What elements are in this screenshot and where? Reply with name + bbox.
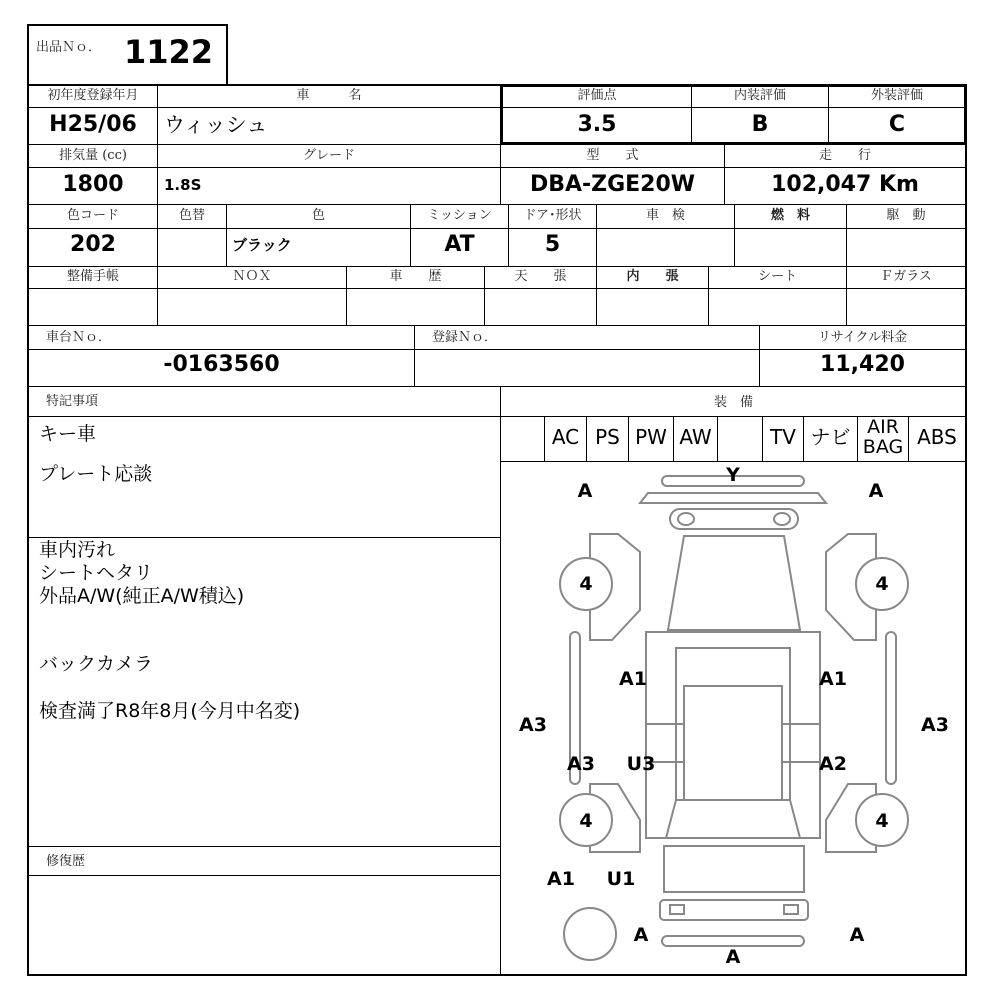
lot-label: 出品Ｎｏ． — [36, 40, 102, 55]
mark-rear-left: A — [633, 924, 649, 946]
value-mileage: 102,047 Km — [771, 172, 919, 197]
value-grade: 1.8S — [164, 176, 202, 194]
mark-front-right: A — [868, 480, 884, 502]
label-model: 型 式 — [586, 148, 639, 163]
value-mission: AT — [444, 232, 475, 257]
value-score: 3.5 — [577, 112, 617, 137]
mark-front-bumper: Y — [726, 464, 740, 486]
mark-wheel-fl: 4 — [579, 573, 593, 595]
equipment-item-pw: PW — [635, 425, 667, 449]
label-fuel: 燃 料 — [770, 208, 810, 223]
label-recycle-fee: リサイクル料金 — [817, 330, 908, 345]
mark-side-left: A3 — [519, 714, 547, 736]
mark-rear-bumper: A — [725, 946, 741, 968]
mark-door-rr: A2 — [819, 753, 847, 775]
label-mileage: 走 行 — [818, 148, 871, 163]
label-interior-trim: 内 張 — [626, 269, 679, 284]
label-score: 評価点 — [577, 88, 617, 103]
label-vehicle-history: 車 歴 — [389, 269, 442, 284]
equipment-item-ps: PS — [595, 425, 620, 449]
mark-wheel-rl: 4 — [579, 810, 593, 832]
label-chassis-no: 車台Ｎｏ． — [46, 330, 112, 345]
label-inspection: 車 検 — [645, 208, 685, 223]
note-line: 車内汚れ — [39, 539, 116, 561]
mark-door-rl-outer: A3 — [567, 753, 595, 775]
value-car-name: ウィッシュ — [164, 113, 268, 137]
note-line: キー車 — [39, 423, 97, 445]
note-line: バックカメラ — [39, 653, 154, 675]
value-displacement: 1800 — [62, 172, 124, 197]
value-color-code: 202 — [70, 232, 116, 257]
value-chassis-no: -0163560 — [163, 352, 280, 377]
lot-number: 1122 — [124, 33, 214, 71]
equipment-item-airbag-bottom: BAG — [862, 436, 904, 458]
label-mission: ミッション — [427, 208, 492, 223]
label-front-glass: Ｆガラス — [880, 269, 932, 284]
value-color: ブラック — [232, 236, 292, 254]
note-line: 外品A/W(純正A/W積込) — [39, 585, 245, 607]
mark-door-rl-inner: U3 — [626, 753, 656, 775]
label-drive: 駆 動 — [886, 208, 926, 223]
equipment-item-abs: ABS — [917, 425, 957, 449]
note-line: 検査満了R8年8月(今月中名変) — [39, 700, 301, 722]
label-seat: シート — [757, 269, 797, 284]
label-exterior-grade: 外装評価 — [870, 88, 923, 103]
label-interior-grade: 内装評価 — [733, 88, 786, 103]
equipment-item-navi: ナビ — [810, 425, 851, 449]
label-color-code: 色コード — [66, 208, 119, 223]
mark-rear-left-2: U1 — [606, 868, 636, 890]
label-roof-lining: 天 張 — [514, 269, 567, 284]
label-repaint: 色替 — [178, 208, 205, 223]
equipment-item-aw: AW — [679, 425, 712, 449]
value-exterior-grade: C — [888, 112, 906, 137]
note-line: シートヘタリ — [39, 562, 154, 584]
value-interior-grade: B — [751, 112, 769, 137]
mark-wheel-rr: 4 — [875, 810, 889, 832]
mark-front-left: A — [577, 480, 593, 502]
label-doors: ドア･形状 — [523, 208, 582, 223]
label-car-name: 車 名 — [296, 88, 362, 103]
mark-rear-left-1: A1 — [547, 868, 575, 890]
label-equipment: 装 備 — [713, 395, 753, 410]
label-grade: グレード — [302, 148, 355, 163]
label-displacement: 排気量 (cc) — [59, 148, 127, 163]
mark-door-fr: A1 — [819, 668, 847, 690]
value-doors: 5 — [544, 232, 561, 257]
mark-wheel-fr: 4 — [875, 573, 889, 595]
label-special-notes: 特記事項 — [46, 394, 99, 409]
label-repair-history: 修復歴 — [46, 854, 86, 869]
label-registration-no: 登録Ｎｏ． — [432, 330, 498, 345]
note-line: プレート応談 — [39, 463, 153, 485]
equipment-item-airbag-top: AIR — [867, 416, 899, 438]
mark-door-fl: A1 — [619, 668, 647, 690]
label-color: 色 — [311, 208, 325, 223]
equipment-item-tv: TV — [770, 425, 796, 449]
value-model: DBA-ZGE20W — [529, 172, 696, 197]
label-first-registration: 初年度登録年月 — [47, 88, 139, 103]
equipment-item-ac: AC — [551, 425, 580, 449]
value-recycle-fee: 11,420 — [820, 352, 905, 377]
mark-side-right: A3 — [921, 714, 949, 736]
label-maintenance-book: 整備手帳 — [66, 269, 119, 284]
value-first-registration: H25/06 — [49, 112, 137, 137]
mark-rear-right: A — [849, 924, 865, 946]
label-nox: ＮＯＸ — [232, 269, 272, 284]
